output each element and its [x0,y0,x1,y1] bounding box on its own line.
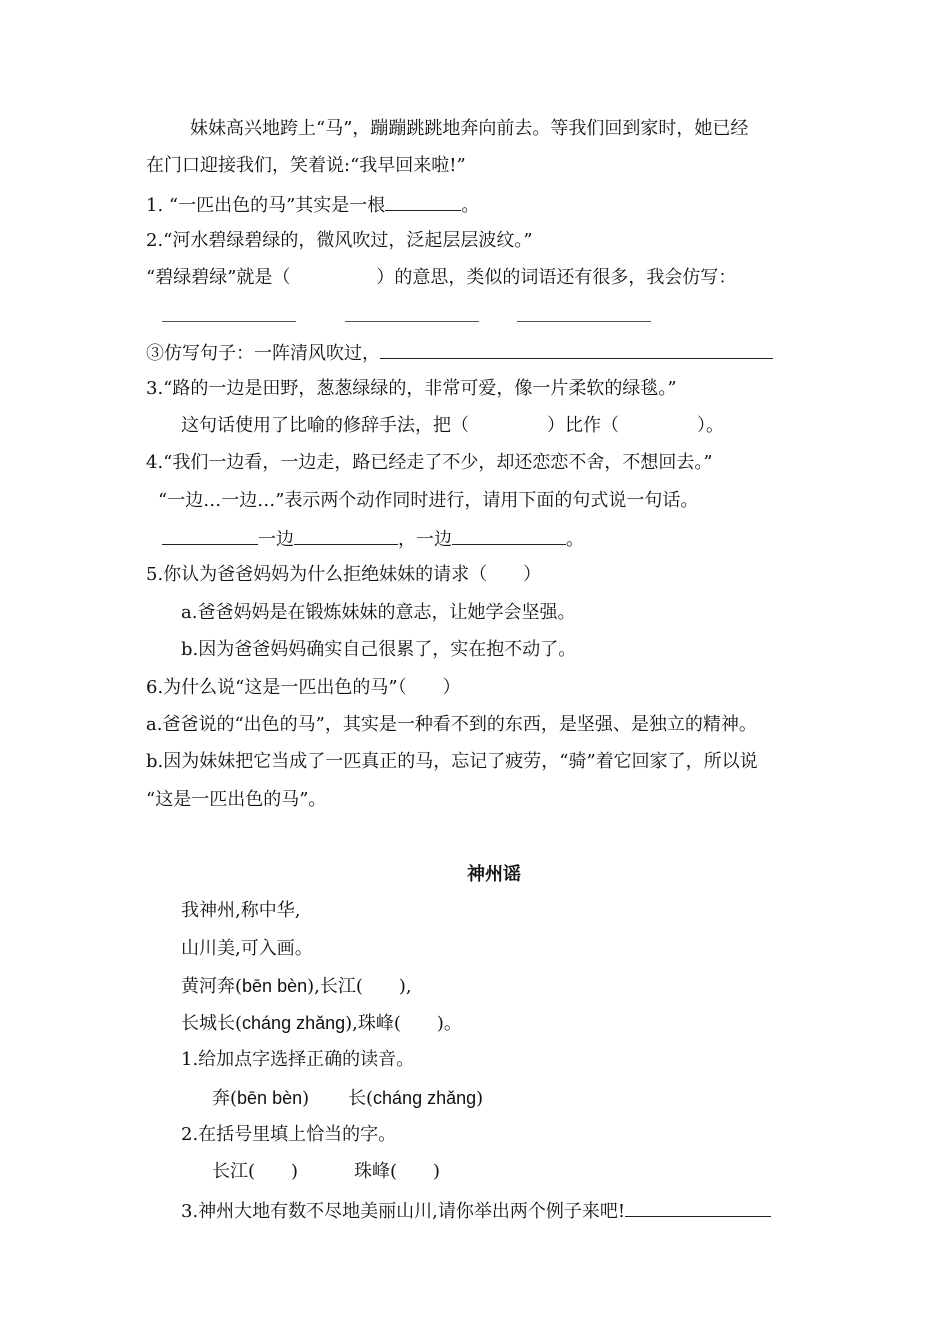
poem-question-2-fill-a[interactable]: 长江( ) [212,1161,299,1182]
story-line-2: 在门口迎接我们，笑着说:“我早回来啦!” [146,155,466,176]
poem-line-3-pinyin: bēn bèn [242,976,308,996]
poem-question-1-option-a[interactable] [212,1086,309,1111]
question-3-sub-a: 这句话使用了比喻的修辞手法，把（ [181,415,469,436]
poem-question-1-option-b-close: ) [476,1088,484,1109]
question-4: 4.“我们一边看，一边走，路已经走了不少，却还恋恋不舍，不想回去。” [146,452,713,473]
question-2: 2.“河水碧绿碧绿的，微风吹过，泛起层层波纹。” [146,230,533,251]
question-6-option-b-line-1[interactable]: b.因为妹妹把它当成了一匹真正的马，忘记了疲劳，“骑”着它回家了，所以说 [146,751,758,772]
question-5: 5.你认为爸爸妈妈为什么拒绝妹妹的请求（ ） [146,564,542,585]
question-6-option-b-line-2[interactable]: “这是一匹出色的马”。 [146,789,327,810]
poem-line-4-pinyin: cháng zhǎng [242,1013,346,1033]
poem-question-3-text: 3.神州大地有数不尽地美丽山川,请你举出两个例子来吧! [181,1201,626,1222]
question-6-option-a[interactable]: a.爸爸说的“出色的马”，其实是一种看不到的东西，是坚强、是独立的精神。 [146,714,757,735]
poem-question-2-fill-b[interactable]: 珠峰( ) [354,1161,441,1182]
question-2-blank-b[interactable] [345,321,479,322]
question-2-part-3 [146,340,773,366]
poem-question-1-option-b-pinyin: cháng zhǎng [373,1088,477,1108]
poem-line-2: 山川美,可入画。 [181,938,313,959]
question-6: 6.为什么说“这是一匹出色的马”（ ） [146,677,461,698]
question-4-fill [162,526,584,552]
question-1-end: 。 [461,195,480,216]
poem-question-1-option-a-pinyin: bēn bèn [237,1088,303,1108]
poem-question-3 [181,1198,771,1224]
poem-question-1-option-a-char: 奔( [212,1088,238,1109]
poem-question-2: 2.在括号里填上恰当的字。 [181,1124,397,1145]
question-2-part-3-text: ③仿写句子：一阵清风吹过， [146,343,380,364]
poem-line-3 [181,974,412,999]
poem-question-1: 1.给加点字选择正确的读音。 [181,1049,415,1070]
poem-title: 神州谣 [467,864,521,884]
question-3-sub-c: ）。 [697,415,724,436]
poem-line-3-a: 黄河奔( [181,976,243,997]
question-4-blank-b[interactable] [294,526,398,545]
poem-line-4-a: 长城长( [181,1013,243,1034]
question-5-option-b[interactable]: b.因为爸爸妈妈确实自己很累了，实在抱不动了。 [181,639,577,660]
question-3: 3.“路的一边是田野，葱葱绿绿的，非常可爱，像一片柔软的绿毯。” [146,378,677,399]
poem-question-1-option-b[interactable] [348,1086,483,1111]
question-1 [146,192,479,218]
poem-line-4-b: ),珠峰( )。 [345,1013,462,1034]
question-3-sub-b: ）比作（ [547,415,619,436]
question-4-fill-c: 。 [566,529,584,550]
poem-line-4 [181,1011,462,1036]
question-2-sub-a: “碧绿碧绿”就是（ [146,267,291,288]
question-4-fill-b: ，一边 [398,529,452,550]
question-1-text: 1. “一匹出色的马”其实是一根 [146,195,386,216]
question-3-sub [181,414,724,438]
question-2-blank-c[interactable] [517,321,651,322]
poem-line-3-b: ),长江( ), [307,976,412,997]
story-line-1: 妹妹高兴地跨上“马”，蹦蹦跳跳地奔向前去。等我们回到家时，她已经 [190,118,749,139]
poem-question-1-option-a-close: ) [302,1088,310,1109]
question-2-part-3-blank[interactable] [380,340,773,359]
question-4-blank-c[interactable] [452,526,566,545]
poem-question-3-blank[interactable] [625,1198,771,1217]
question-4-fill-a: 一边 [258,529,294,550]
question-2-sub [146,266,736,290]
question-5-option-a[interactable]: a.爸爸妈妈是在锻炼妹妹的意志，让她学会坚强。 [181,602,576,623]
poem-question-1-option-b-char: 长( [348,1088,374,1109]
question-4-blank-a[interactable] [162,526,258,545]
question-2-blank-a[interactable] [162,321,296,322]
question-2-sub-b: ）的意思，类似的词语还有很多，我会仿写： [376,267,737,288]
poem-line-1: 我神州,称中华, [181,900,301,921]
question-1-blank[interactable] [385,192,461,211]
question-4-sub: “一边…一边…”表示两个动作同时进行，请用下面的句式说一句话。 [158,490,699,511]
